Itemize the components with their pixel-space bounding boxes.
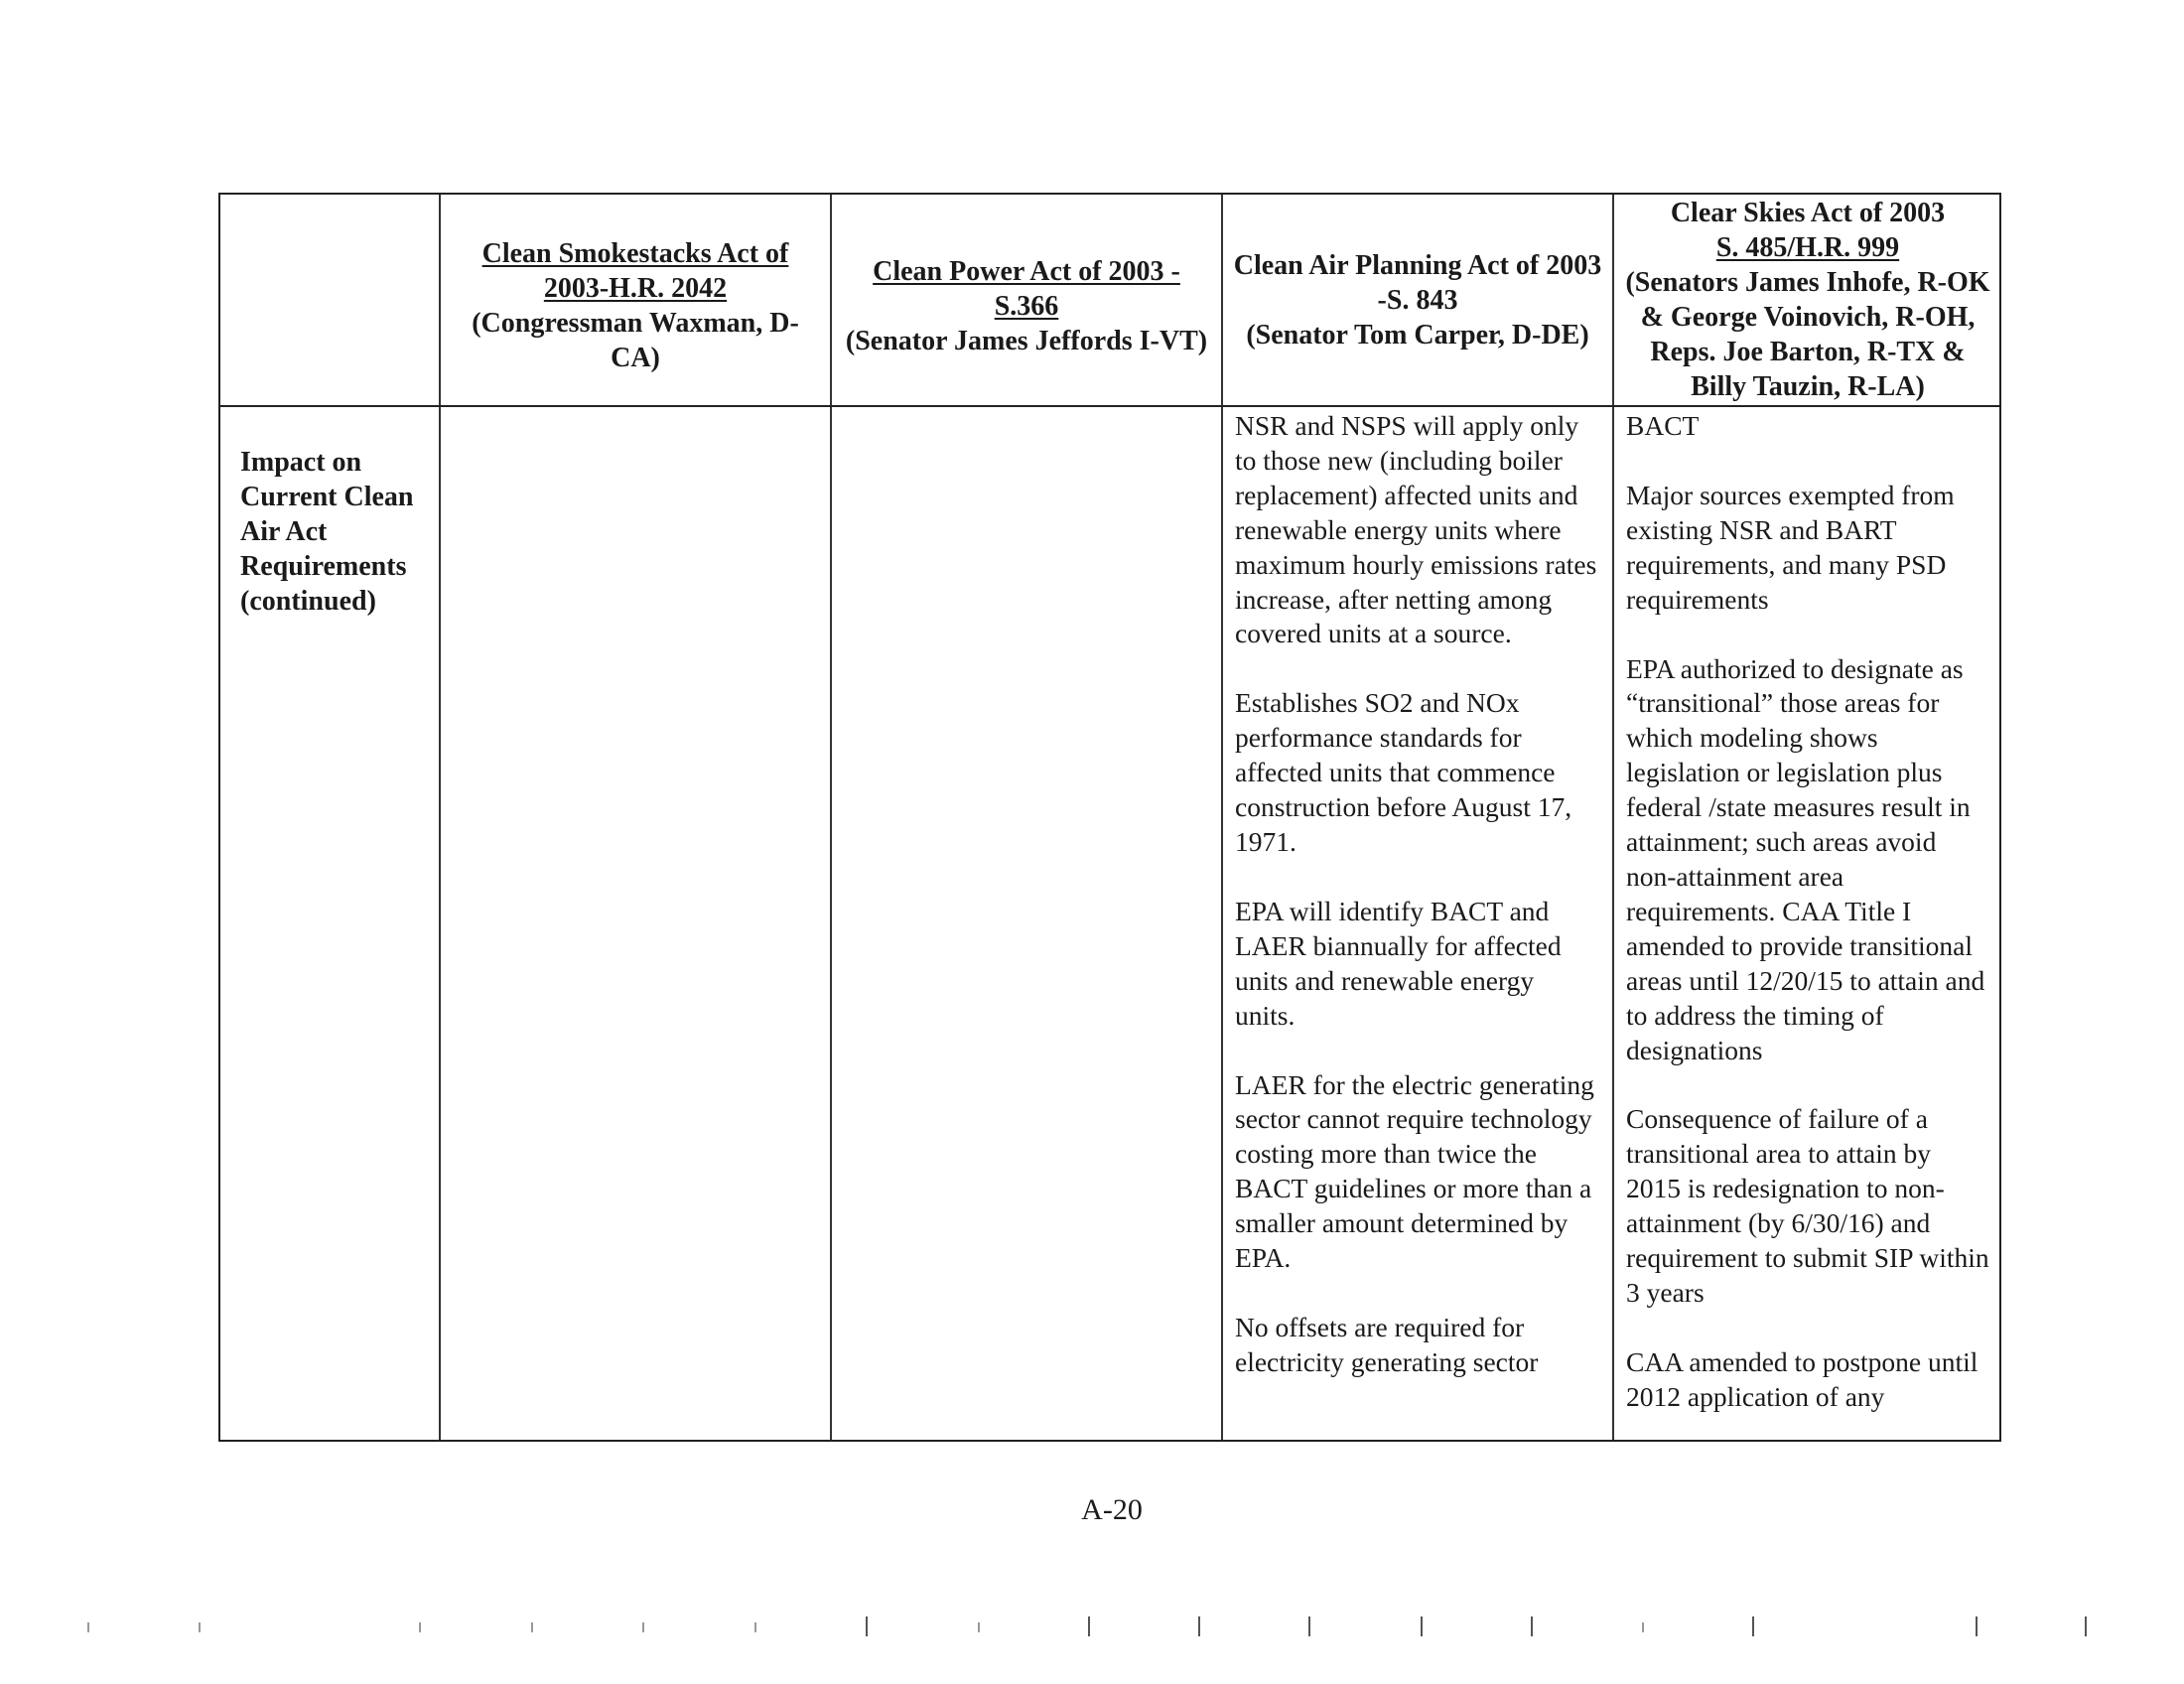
- scan-mark: [1308, 1616, 1310, 1636]
- provision-text: LAER for the electric generating sector cannot require technology costing more than twice the BACT guidelines or more than a smaller amount determined by EPA.: [1235, 1068, 1594, 1274]
- bill-sponsor: (Senators James Inhofe, R-OK & George Voinovich, R-OH, Reps. Joe Barton, R-TX & Billy Tauzin, R-LA): [1625, 267, 1990, 402]
- provision-text: EPA will identify BACT and LAER biannually for affected units and renewable energy units.: [1235, 895, 1562, 1031]
- header-clear-skies: [1614, 195, 2001, 405]
- bill-title: Clean Air Planning Act of 2003 -S. 843: [1233, 249, 1602, 316]
- scan-mark: [642, 1622, 644, 1632]
- bill-title: Clear Skies Act of 2003: [1670, 198, 1946, 228]
- bill-sponsor: (Senator Tom Carper, D-DE): [1246, 319, 1589, 351]
- clear-skies-cell: [1614, 407, 2001, 1415]
- scan-mark: [754, 1622, 756, 1632]
- provision-text: EPA authorized to designate as “transitional” those areas for which modeling shows legislation or legislation plus federal /state measures result in attainment; such areas avoid non-attainment area requirements. CAA Title I amended to provide transitional areas until 12/20/15 to attain and to address the timing of designations: [1626, 652, 1985, 1065]
- scan-mark: [866, 1616, 868, 1636]
- bill-title: Clean Power Act of 2003 -S.366: [873, 255, 1180, 322]
- provision-text: Major sources exempted from existing NSR and BART requirements, and many PSD requirements: [1626, 479, 1955, 615]
- scan-mark: [199, 1622, 201, 1632]
- provision-text: BACT: [1626, 410, 1700, 441]
- header-clean-power: [832, 207, 1221, 405]
- clean-power-cell: [832, 407, 1221, 1440]
- provision-text: No offsets are required for electricity generating sector: [1235, 1311, 1539, 1377]
- scan-mark: [1531, 1616, 1533, 1636]
- scan-mark: [87, 1622, 89, 1632]
- header-clean-smokestacks: [441, 207, 830, 405]
- provision-text: CAA amended to postpone until 2012 application of any: [1626, 1345, 1979, 1412]
- provision-text: NSR and NSPS will apply only to those new (including boiler replacement) affected units and renewable energy units where maximum hourly emissions rates increase, after netting among covered units at a source.: [1235, 410, 1597, 649]
- clean-smokestacks-cell: [441, 407, 830, 1440]
- bill-sponsor: (Congressman Waxman, D-CA): [472, 308, 799, 373]
- scan-mark: [1976, 1616, 1978, 1636]
- clean-air-planning-cell: [1223, 407, 1612, 1380]
- scan-mark: [2085, 1616, 2087, 1636]
- scan-mark: [1421, 1616, 1423, 1636]
- scan-mark: [1642, 1622, 1644, 1632]
- row-label: Impact on Current Clean Air Act Requirements (continued): [240, 447, 414, 617]
- page-number: A-20: [1081, 1493, 1143, 1526]
- scan-mark: [1752, 1616, 1754, 1636]
- provision-text: Establishes SO2 and NOx performance standards for affected units that commence construction before August 17, 1971.: [1235, 687, 1572, 857]
- bill-sponsor: (Senator James Jeffords I-VT): [845, 325, 1208, 356]
- scan-mark: [978, 1622, 980, 1632]
- header-clean-air-planning: [1223, 195, 1612, 405]
- header-blank-cell: [220, 195, 439, 405]
- scan-mark: [531, 1622, 533, 1632]
- scan-mark: [1198, 1616, 1200, 1636]
- scan-margin-marks: [0, 1614, 2184, 1644]
- scan-mark: [1088, 1616, 1090, 1636]
- provision-text: Consequence of failure of a transitional area to attain by 2015 is redesignation to non-attainment (by 6/30/16) and requirement to submit SIP within 3 years: [1626, 1103, 1989, 1308]
- bill-title: Clean Smokestacks Act of 2003-H.R. 2042: [481, 238, 789, 304]
- scan-mark: [419, 1622, 421, 1632]
- bill-number: S. 485/H.R. 999: [1715, 232, 1900, 263]
- legislation-comparison-table: [218, 193, 2001, 1442]
